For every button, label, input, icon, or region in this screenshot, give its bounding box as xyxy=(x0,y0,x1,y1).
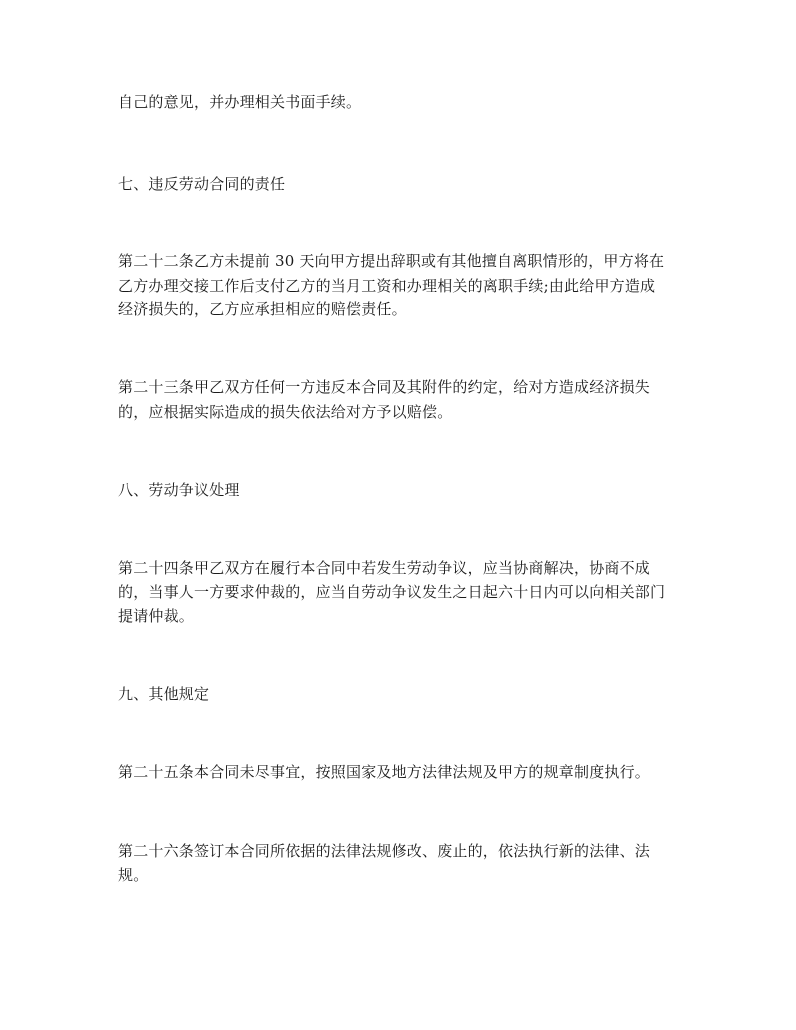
article-23-line-1: 第二十三条甲乙双方任何一方违反本合同及其附件的约定，给对方造成经济损失 xyxy=(118,378,651,396)
article-24-line-2: 的，当事人一方要求仲裁的，应当自劳动争议发生之日起六十日内可以向相关部门 xyxy=(118,583,666,601)
paragraph-line: 自己的意见，并办理相关书面手续。 xyxy=(118,93,362,111)
article-22-line-1: 第二十二条乙方未提前 30 天向甲方提出辞职或有其他擅自离职情形的，甲方将在 xyxy=(118,252,665,270)
section-heading-8: 八、劳动争议处理 xyxy=(118,481,240,499)
article-26-line-2: 规。 xyxy=(118,866,149,884)
section-heading-9: 九、其他规定 xyxy=(118,685,210,703)
article-25-line-1: 第二十五条本合同未尽事宜，按照国家及地方法律法规及甲方的规章制度执行。 xyxy=(118,763,651,781)
article-23-line-2: 的，应根据实际造成的损失依法给对方予以赔偿。 xyxy=(118,403,453,421)
article-22-line-3: 经济损失的，乙方应承担相应的赔偿责任。 xyxy=(118,300,407,318)
article-24-line-3: 提请仲裁。 xyxy=(118,607,195,625)
section-heading-7: 七、违反劳动合同的责任 xyxy=(118,175,286,193)
article-26-line-1: 第二十六条签订本合同所依据的法律法规修改、废止的，依法执行新的法律、法 xyxy=(118,842,651,860)
article-22-line-2: 乙方办理交接工作后支付乙方的当月工资和办理相关的离职手续;由此给甲方造成 xyxy=(118,277,656,295)
article-24-line-1: 第二十四条甲乙双方在履行本合同中若发生劳动争议，应当协商解决，协商不成 xyxy=(118,559,651,577)
